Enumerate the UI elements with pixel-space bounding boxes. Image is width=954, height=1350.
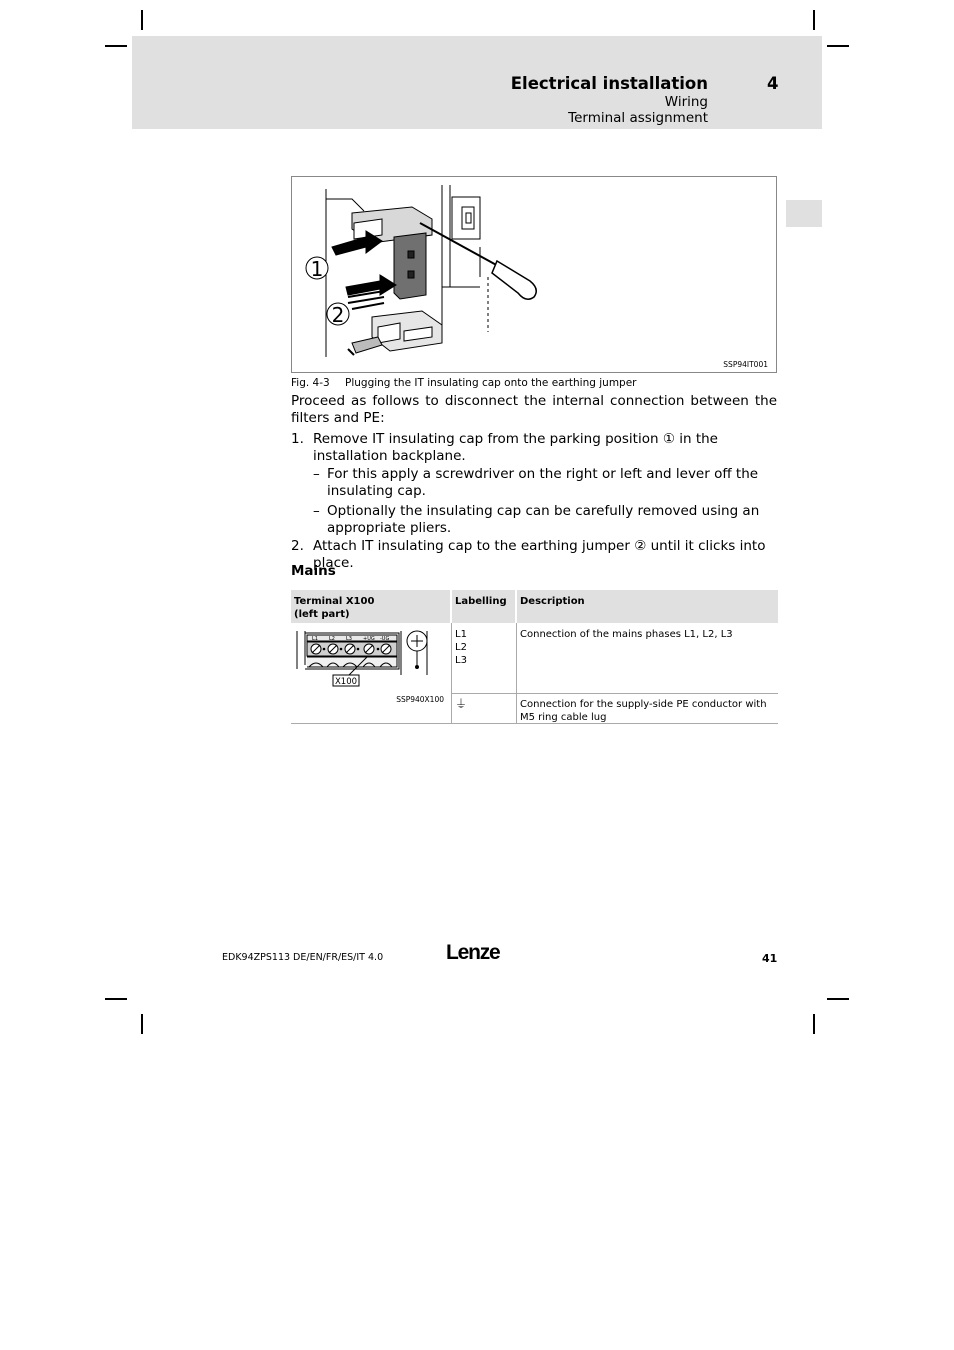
mains-heading: Mains [291,563,336,579]
subsection-title: Terminal assignment [568,110,708,126]
crop-mark [813,10,815,30]
crop-mark [827,45,849,47]
description-phases: Connection of the mains phases L1, L2, L3 [520,629,733,640]
mains-table [291,590,778,724]
chapter-side-tab [786,200,822,227]
table-bottom-rule [291,723,778,724]
labelling-phases: L1 L2 L3 [455,629,467,666]
crop-mark [141,10,143,30]
figure-caption-text: Plugging the IT insulating cap onto the earthing jumper [345,377,637,389]
terminal-cell [291,625,450,722]
crop-mark [813,1014,815,1034]
table-header-description: Description [517,590,778,623]
table-divider [451,623,452,724]
terminal-label-l1: L1 [312,636,318,642]
step-number: 2. [291,538,304,554]
step-text: Attach IT insulating cap to the earthing jumper ② until it clicks into place. [313,538,766,571]
dash-bullet: – [313,503,320,519]
crop-mark [105,998,127,1000]
table-header-terminal: Terminal X100 (left part) [291,590,450,623]
chapter-number: 4 [767,74,779,93]
crop-mark [141,1014,143,1034]
chapter-title: Electrical installation [510,74,708,93]
it-cap-illustration [292,177,778,374]
figure-callout-2: 2 [331,303,345,327]
dash-bullet: – [313,466,320,482]
figure-caption [291,377,637,389]
description-pe: Connection for the supply-side PE conductor with M5 ring cable lug [520,699,767,723]
terminal-label-plus-ug: +UG [363,636,375,642]
sub-step-text: Optionally the insulating cap can be carefully removed using an appropriate pliers. [327,503,760,536]
intro-paragraph: Proceed as follows to disconnect the internal connection between the filters and PE: [291,393,777,426]
step-text: Remove IT insulating cap from the parking position ① in the installation backplane. [313,431,718,464]
lenze-logo: Lenze [446,941,500,964]
figure-box [291,176,777,373]
document-id: EDK94ZPS113 DE/EN/FR/ES/IT 4.0 [222,952,384,963]
page-number: 41 [762,952,778,965]
terminal-label-l3: L3 [346,636,352,642]
terminal-label-l2: L2 [329,636,335,642]
table-divider [516,623,517,724]
terminal-label-minus-ug: -UG [380,636,390,642]
sub-step-text: For this apply a screwdriver on the right or left and lever off the insulating cap. [327,466,759,499]
figure-code: SSP94IT001 [723,360,768,369]
crop-mark [105,45,127,47]
step-number: 1. [291,431,304,447]
terminal-name: X100 [334,677,358,687]
header-band [132,36,822,129]
figure-number: Fig. 4-3 [291,377,330,389]
table-header-labelling: Labelling [452,590,515,623]
crop-mark [827,998,849,1000]
terminal-x100-drawing [291,625,450,722]
figure-callout-1: 1 [310,257,324,281]
terminal-code: SSP940X100 [396,695,444,704]
table-divider [452,693,778,694]
section-title: Wiring [664,94,708,110]
earth-icon: ⏚ [455,697,468,711]
